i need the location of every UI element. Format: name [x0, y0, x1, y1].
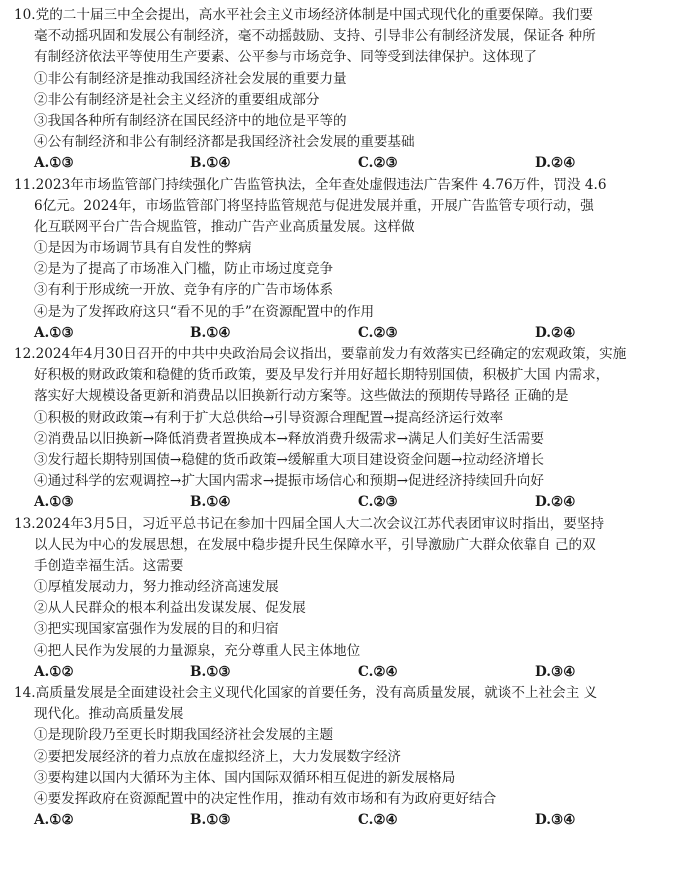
question-stem-line: 12.2024年4月30日召开的中共中央政治局会议指出，要靠前发力有效落实已经确定的宏观政策，实施 [14, 346, 627, 362]
answer-choice-d: D.②④ [535, 324, 576, 341]
question-14 [0, 683, 692, 831]
question-stem-line: 毫不动摇巩固和发展公有制经济，毫不动摇鼓励、支持、引导非公有制经济发展，保证各 种所 [34, 28, 596, 45]
question-stem-line: 化互联网平台广告合规监管，推动广告产业高质量发展。这样做 [34, 218, 415, 235]
answer-choice-a: A.①② [34, 663, 74, 680]
statement-option: ③发行超长期特别国债→稳健的货币政策→缓解重大项目建设资金问题→拉动经济增长 [34, 451, 544, 468]
statement-option: ②要把发展经济的着力点放在虚拟经济上，大力发展数字经济 [34, 748, 402, 765]
answer-choice-c: C.②④ [358, 663, 398, 680]
question-stem-line: 11.2023年市场监管部门持续强化广告监管执法，全年查处虚假违法广告案件 4.76万件，罚没 4.6 [14, 176, 607, 193]
answer-choices [0, 492, 692, 513]
question-stem-line: 现代化。推动高质量发展 [34, 706, 184, 723]
statement-option: ②消费品以旧换新→降低消费者置换成本→释放消费升级需求→满足人们美好生活需要 [34, 430, 544, 447]
statement-option: ④通过科学的宏观调控→扩大国内需求→提振市场信心和预期→促进经济持续回升向好 [34, 473, 544, 490]
answer-choices [0, 323, 692, 344]
answer-choice-c: C.②③ [358, 155, 398, 172]
statement-option: ①积极的财政政策→有利于扩大总供给→引导资源合理配置→提高经济运行效率 [34, 409, 504, 426]
answer-choice-b: B.①③ [190, 812, 231, 829]
answer-choice-b: B.①④ [190, 155, 231, 172]
answer-choice-a: A.①③ [34, 324, 74, 341]
answer-choice-c: C.②③ [358, 494, 398, 511]
question-stem-line: 13.2024年3月5日，习近平总书记在参加十四届全国人大二次会议江苏代表团审议时指出，要坚持 [14, 515, 605, 532]
answer-choice-a: A.①③ [34, 155, 74, 172]
answer-choice-b: B.①③ [190, 663, 231, 680]
statement-option: ④要发挥政府在资源配置中的决定性作用，推动有效市场和有为政府更好结合 [34, 790, 497, 807]
question-stem-line: 6亿元。2024年，市场监管部门将坚持监管规范与促进发展并重，开展广告监管专项行动，强 [34, 197, 594, 214]
statement-option: ③我国各种所有制经济在国民经济中的地位是平等的 [34, 112, 347, 129]
statement-option: ①厚植发展动力，努力推动经济高速发展 [34, 579, 279, 596]
answer-choice-a: A.①② [34, 812, 74, 829]
statement-option: ③把实现国家富强作为发展的目的和归宿 [34, 621, 279, 638]
question-13 [0, 514, 692, 684]
question-stem-line: 10.党的二十届三中全会提出，高水平社会主义市场经济体制是中国式现代化的重要保障。我们要 [14, 7, 593, 23]
statement-option: ④把人民作为发展的力量源泉，充分尊重人民主体地位 [34, 642, 361, 659]
answer-choice-d: D.②④ [535, 155, 576, 172]
answer-choice-b: B.①④ [190, 494, 231, 511]
answer-choice-d: D.②④ [535, 494, 576, 511]
question-stem-line: 14.高质量发展是全面建设社会主义现代化国家的首要任务，没有高质量发展，就谈不上社会主 义 [14, 685, 598, 701]
answer-choices [0, 662, 692, 683]
statement-option: ②非公有制经济是社会主义经济的重要组成部分 [34, 91, 320, 108]
question-stem-line: 落实好大规模设备更新和消费品以旧换新行动方案等。这些做法的预期传导路径 正确的是 [34, 388, 569, 405]
answer-choice-c: C.②③ [358, 324, 398, 341]
answer-choices [0, 810, 692, 831]
statement-option: ③有利于形成统一开放、竞争有序的广告市场体系 [34, 282, 334, 299]
answer-choice-d: D.③④ [535, 663, 576, 680]
statement-option: ③要构建以国内大循环为主体、国内国际双循环相互促进的新发展格局 [34, 769, 456, 786]
question-12 [0, 344, 692, 514]
answer-choice-d: D.③④ [535, 812, 576, 829]
statement-option: ②从人民群众的根本利益出发谋发展、促发展 [34, 600, 306, 617]
answer-choice-a: A.①③ [34, 494, 74, 511]
question-stem-line: 手创造幸福生活。这需要 [34, 557, 184, 574]
question-10 [0, 5, 692, 175]
statement-option: ①是现阶段乃至更长时期我国经济社会发展的主题 [34, 727, 334, 744]
question-stem-line: 有制经济依法平等使用生产要素、公平参与市场竞争、同等受到法律保护。这体现了 [34, 49, 537, 66]
statement-option: ①是因为市场调节具有自发性的弊病 [34, 240, 252, 257]
question-stem-line: 以人民为中心的发展思想，在发展中稳步提升民生保障水平，引导激励广大群众依靠自 己的双 [34, 536, 596, 553]
answer-choices [0, 153, 692, 174]
statement-option: ①非公有制经济是推动我国经济社会发展的重要力量 [34, 70, 347, 87]
answer-choice-c: C.②④ [358, 812, 398, 829]
statement-option: ④是为了发挥政府这只“看不见的手”在资源配置中的作用 [34, 303, 375, 320]
question-stem-line: 好积极的财政政策和稳健的货币政策，要及早发行并用好超长期特别国债，积极扩大国 内需求， [34, 367, 610, 384]
question-11 [0, 175, 692, 345]
statement-option: ④公有制经济和非公有制经济都是我国经济社会发展的重要基础 [34, 134, 415, 151]
statement-option: ②是为了提高了市场准入门槛，防止市场过度竞争 [34, 261, 334, 278]
answer-choice-b: B.①④ [190, 324, 231, 341]
